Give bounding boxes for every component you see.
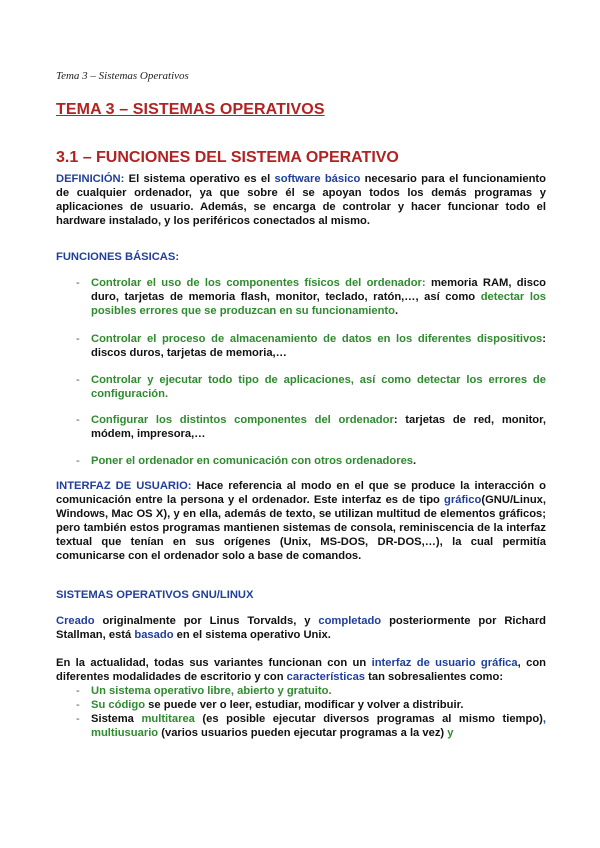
function-item-text: : tarjetas de red, monitor, módem, impresora,… xyxy=(91,414,546,440)
function-item-green-2: detectar los posibles errores que se produzcan en su funcionamiento xyxy=(91,291,546,317)
gnu-paragraph-1 xyxy=(56,614,546,642)
definition-text-2: necesario para el funcionamiento de cualquier ordenador, ya que sobre él se apoyan todos los demás programas y aplicaciones de usuario. Además, se encarga de controlar y hacer funcionar todo el hardware instalado, y los periféricos conectados al mismo. xyxy=(56,173,546,227)
function-item-green: Controlar el proceso de almacenamiento de datos en los diferentes dispositivos xyxy=(91,333,543,345)
bullet-dash: - xyxy=(76,685,80,697)
bullet-dash: - xyxy=(76,333,80,345)
section-heading: 3.1 – FUNCIONES DEL SISTEMA OPERATIVO xyxy=(56,149,399,166)
function-item-green: Configurar los distintos componentes del ordenador xyxy=(91,414,394,426)
feature-item-text: se puede ver o leer, estudiar, modificar y volver a distribuir. xyxy=(145,699,464,711)
feature-item-green: Un sistema operativo libre, abierto y gratuito. xyxy=(91,685,332,697)
gnu-highlight: completado xyxy=(318,615,382,627)
function-item xyxy=(56,454,546,468)
feature-item-blue: , xyxy=(542,713,546,725)
interface-text-1: Hace referencia al modo en el que se produce la interacción o comunicación entre la persona y el ordenador. Este interfaz es de tipo xyxy=(56,480,546,506)
gnu-highlight: características xyxy=(286,671,366,683)
function-item xyxy=(56,373,546,401)
gnu-text: tan sobresalientes como: xyxy=(365,671,504,683)
feature-item-text: (es posible ejecutar diversos programas al mismo tiempo) xyxy=(194,713,543,725)
definition-highlight: software básico xyxy=(274,173,361,185)
gnu-highlight: interfaz de usuario gráfica xyxy=(371,657,518,669)
interface-paragraph xyxy=(56,479,546,563)
interface-highlight: gráfico xyxy=(444,494,482,506)
interface-label: INTERFAZ DE USUARIO: xyxy=(56,480,192,492)
gnu-highlight: Creado xyxy=(56,615,95,627)
definition-text-1: El sistema operativo es el xyxy=(124,173,275,185)
function-item-text: : discos duros, tarjetas de memoria,… xyxy=(91,333,546,359)
gnu-text: posteriormente por Richard Stallman, está xyxy=(56,615,547,641)
feature-item xyxy=(56,698,546,712)
feature-item-text: Sistema xyxy=(91,713,142,725)
gnu-text: originalmente por Linus Torvalds, y xyxy=(94,615,319,627)
feature-item-green: Su código xyxy=(91,699,146,711)
bullet-dash: - xyxy=(76,699,80,711)
chapter-title: TEMA 3 – SISTEMAS OPERATIVOS xyxy=(56,101,325,118)
definition-paragraph xyxy=(56,172,546,228)
feature-item xyxy=(56,712,546,740)
functions-heading: FUNCIONES BÁSICAS: xyxy=(56,251,180,263)
interface-text-2: (GNU/Linux, Windows, Mac OS X), y en ella, además de texto, se utilizan multitud de elementos gráficos; pero también estos programas mantienen sistemas de consola, reminiscencia de la interfaz textual que tenían en sus orígenes (Unix, MS-DOS, DR-DOS,…), la cual permitía comunicarse con el ordenador solo a base de comandos. xyxy=(56,494,546,562)
function-item-green: Controlar el uso de los componentes físicos del ordenador: xyxy=(91,277,426,289)
bullet-dash: - xyxy=(76,414,80,426)
definition-label: DEFINICIÓN: xyxy=(56,173,125,185)
gnu-text: En la actualidad, todas sus variantes funcionan con un xyxy=(56,657,372,669)
feature-item-green: multitarea xyxy=(141,713,195,725)
function-item-text: memoria RAM, disco duro, tarjetas de memoria flash, monitor, teclado, ratón,…, así como xyxy=(91,277,547,303)
feature-item-green-3: y xyxy=(447,727,454,739)
function-item-text: . xyxy=(413,455,417,467)
function-item xyxy=(56,413,546,441)
function-item xyxy=(56,332,546,360)
feature-item xyxy=(56,684,546,698)
function-item-text-2: . xyxy=(395,305,399,317)
gnu-text: en el sistema operativo Unix. xyxy=(173,629,331,641)
bullet-dash: - xyxy=(76,713,80,725)
gnu-text: , con diferentes modalidades de escritorio y con xyxy=(56,657,546,683)
feature-item-text-2: (varios usuarios pueden ejecutar programas a la vez) xyxy=(158,727,448,739)
running-header: Tema 3 – Sistemas Operativos xyxy=(56,70,189,82)
gnu-linux-heading: SISTEMAS OPERATIVOS GNU/LINUX xyxy=(56,589,254,601)
gnu-paragraph-2 xyxy=(56,656,546,684)
function-item-green: Controlar y ejecutar todo tipo de aplicaciones, así como detectar los errores de configuración. xyxy=(91,374,546,400)
function-item xyxy=(56,276,546,318)
bullet-dash: - xyxy=(76,455,80,467)
gnu-highlight: basado xyxy=(134,629,174,641)
bullet-dash: - xyxy=(76,374,80,386)
function-item-green: Poner el ordenador en comunicación con otros ordenadores xyxy=(91,455,414,467)
bullet-dash: - xyxy=(76,277,80,289)
feature-item-green-2: multiusuario xyxy=(91,727,159,739)
